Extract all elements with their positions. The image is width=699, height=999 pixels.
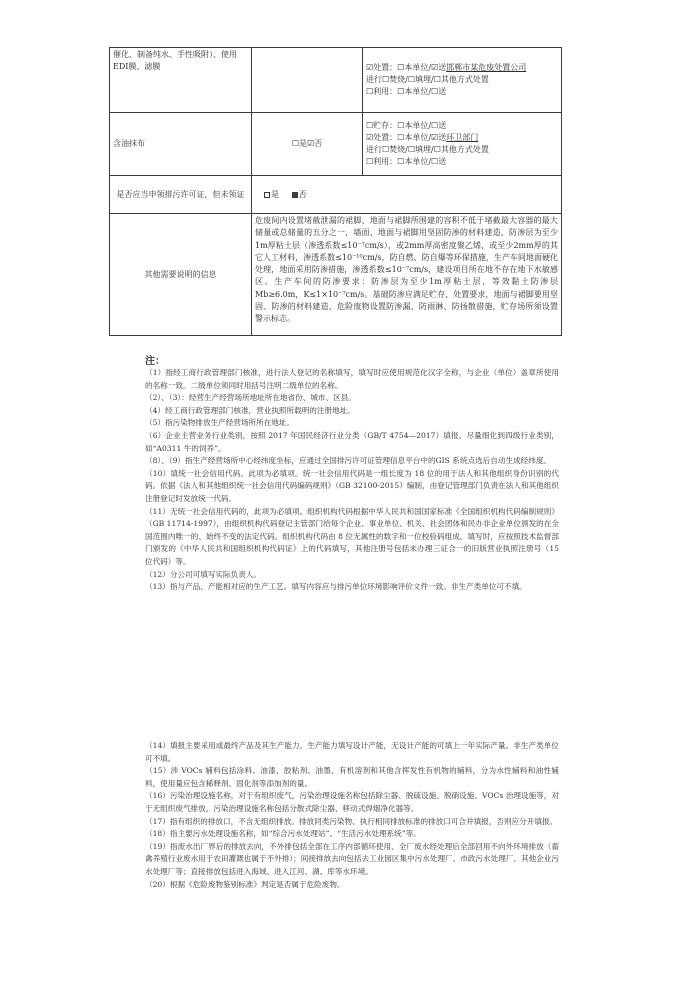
waste-name-text: 含油抹布: [113, 139, 145, 148]
hazard-flag-cell: [252, 113, 363, 176]
no-checkbox: [292, 192, 298, 198]
disposal-options-cell: [363, 48, 562, 113]
no-label: 否: [298, 189, 307, 199]
notes-heading: 注：: [145, 356, 165, 367]
disposal-options-cell: [363, 113, 562, 176]
hazard-flag-text: ☐是☑否: [291, 139, 323, 148]
disposal-option-line: ☐利用：☐本单位/☐送: [366, 157, 447, 166]
note-item: （15）涉 VOCs 辅料包括涂料、油漆、胶粘剂、油墨、有机溶剂和其他含挥发性有机物的辅料，分为水性辅料和油性辅料，使用量应包含稀释剂、固化剂等添加剂的量。: [145, 766, 559, 788]
disposal-option-line: 进行☐焚烧/☐填埋/☐其他方式处置: [366, 145, 489, 154]
other-info-text-cell: [252, 214, 562, 336]
permit-question-cell: [110, 176, 252, 214]
note-item: （20）根据《危险废物鉴别标准》判定是否属于危险废物。: [145, 879, 345, 889]
waste-name-text: 催化、制备纯水、手性吸附）、使用EDI膜、滤膜: [113, 50, 237, 71]
note-item: （11）无统一社会信用代码的，此项为必填项。组织机构代码根据中华人民共和国国家标准《全国组织机构代码编制规则》（GB 11714-1997），由组织机构代码登记主管部门给每个企业、事业单位、机关、社会团体和民办非企业单位颁发的在全国范围内唯一的、始终不变的法定代码。组织机构代码由 8 位无属性的数字和一位校验码组成。填写时，应按照技术监督部门颁发的《中华人民共和国组织机构代码证》上的代码填写，其他注册号包括未办理三证合一的旧版营业执照注册号（15 位代码）等。: [145, 506, 559, 566]
disposal-option-line: ☐贮存：☐本单位/☐送: [366, 121, 447, 130]
note-item: （2）、（3）：经营生产经营场所地址所在地省份、城市、区县。: [145, 393, 356, 403]
permit-answer-cell: [252, 176, 562, 214]
hazard-flag-cell: [252, 48, 363, 113]
waste-name-cell: [110, 113, 252, 176]
yes-checkbox: [264, 192, 270, 198]
note-item: （10）填统一社会信用代码。此项为必填项。统一社会信用代码是一组长度为 18 位的用于法人和其他组织身份识别的代码。依据《法人和其他组织统一社会信用代码编码规则》（GB 32100-2015）编制，由登记管理部门负责在法人和其他组织注册登记时发放统一代码。: [145, 468, 559, 503]
note-item: （8）、（9）指生产经营场所中心经纬度坐标，应通过全国排污许可证管理信息平台中的GIS 系统点选后自动生成经纬度。: [145, 456, 552, 466]
waste-info-table: [109, 47, 562, 336]
disposal-option-line: ☑处置：☐本单位/☑送邯郸市某危废处置公司: [366, 63, 527, 72]
note-item: （5）指污染物排放生产经营场所所在地址。: [145, 418, 295, 428]
note-item: （6）企业主营业务行业类别，按照 2017 年国民经济行业分类（GB/T 4754—2017）填报。尽量细化到四级行业类别，如“A0311 牛的饲养”。: [145, 430, 559, 453]
note-item: （17）指有组织的排放口，不含无组织排放。排放同类污染物、执行相同排放标准的排放口可合并填报，否则应分开填报。: [145, 816, 558, 826]
note-item: （12）分公司可填写实际负责人。: [145, 569, 261, 579]
table-row: [110, 113, 562, 176]
disposal-option-line: 进行☐焚烧/☐填埋/☐其他方式处置: [366, 75, 489, 84]
disposal-unit-underlined: 邯郸市某危废处置公司: [446, 63, 527, 72]
disposal-option-line: ☐利用：☐本单位/☐送: [366, 87, 447, 96]
note-item: （1）指经工商行政管理部门核准，进行法人登记的名称填写，填写时应使用规范化汉字全称，与企业（单位）盖章所使用的名称一致。二级单位须同时用括号注明二级单位的名称。: [145, 368, 559, 390]
other-info-text: 危废间内设置堵截泄漏的裙脚、地面与裙脚所围建的容积不低于堵截最大容器的最大储量或总储量的五分之一，墙面、地面与裙脚用坚固防渗的材料建造，防渗层为至少1m厚粘土层（渗透系数≤10⁻⁷cm/s），或2mm厚高密度聚乙烯，或至少2mm厚的其它人工材料，渗透系数≤10⁻¹⁰cm/s，防自燃、防自爆等环保措施，生产车间地面硬化处理，地面采用防渗措施，渗透系数≤10⁻⁷cm/s，建设项目所在地不存在地下水敏感区。生产车间的防渗要求：防渗层为至少1m厚粘土层，等效黏土防渗层 Mb≥6.0m，K≤1×10⁻⁷cm/s。基础防渗应满足贮存、处置要求，地面与裙脚要用坚固、防渗的材料建造，危险废物设置防渗漏、防雨淋、防扬散措施，贮存场所须设置警示标志。: [255, 216, 558, 324]
notes-block-upper: [145, 367, 559, 594]
permit-question-text: 是否应当申领排污许可证，但未领证: [116, 189, 245, 199]
note-item: （13）指与产品、产能相对应的生产工艺。填写内容应与排污单位环境影响评价文件一致。非生产类单位可不填。: [145, 582, 527, 592]
disposal-option-line: ☑处置：☐本单位/☑送环卫部门: [366, 133, 479, 142]
disposal-unit-underlined: 环卫部门: [446, 133, 479, 142]
other-info-label: 其他需要说明的信息: [144, 269, 217, 279]
note-item: （14）填报主要采用或最终产品及其生产能力。生产能力填写设计产能，无设计产能的可填上一年实际产量。非生产类单位可不填。: [145, 741, 559, 763]
note-item: （18）指主要污水处理设施名称，如“综合污水处理站”、“生活污水处理系统”等。: [145, 829, 421, 839]
note-item: （4）经工商行政管理部门核准，营业执照所载明的注册地址。: [145, 405, 355, 415]
waste-name-cell: [110, 48, 252, 113]
table-row: [110, 176, 562, 214]
table-row: [110, 48, 562, 113]
yes-label: 是: [271, 189, 279, 199]
other-info-label-cell: [110, 214, 252, 336]
note-item: （19）指废水出厂界后的排放去向，不外排包括全部在工序内部循环使用、全厂废水经处理后全部回用不向外环境排放（畜禽养殖行业废水用于农田灌溉也属于不外排）；间接排放去向包括去工业园区集中污水处理厂、市政污水处理厂、其他企业污水处理厂等；直接排放包括进入海域、进入江河、湖、库等水环境。: [145, 841, 559, 876]
table-row: [110, 214, 562, 336]
notes-block-lower: [145, 740, 559, 891]
note-item: （16）污染治理设施名称，对于有组织废气，污染治理设施名称包括除尘器、脱硫设施、脱硝设施、VOCs 治理设施等，对于无组织废气排放，污染治理设施名称包括分散式除尘器、移动式焊烟净化器等。: [145, 791, 559, 813]
